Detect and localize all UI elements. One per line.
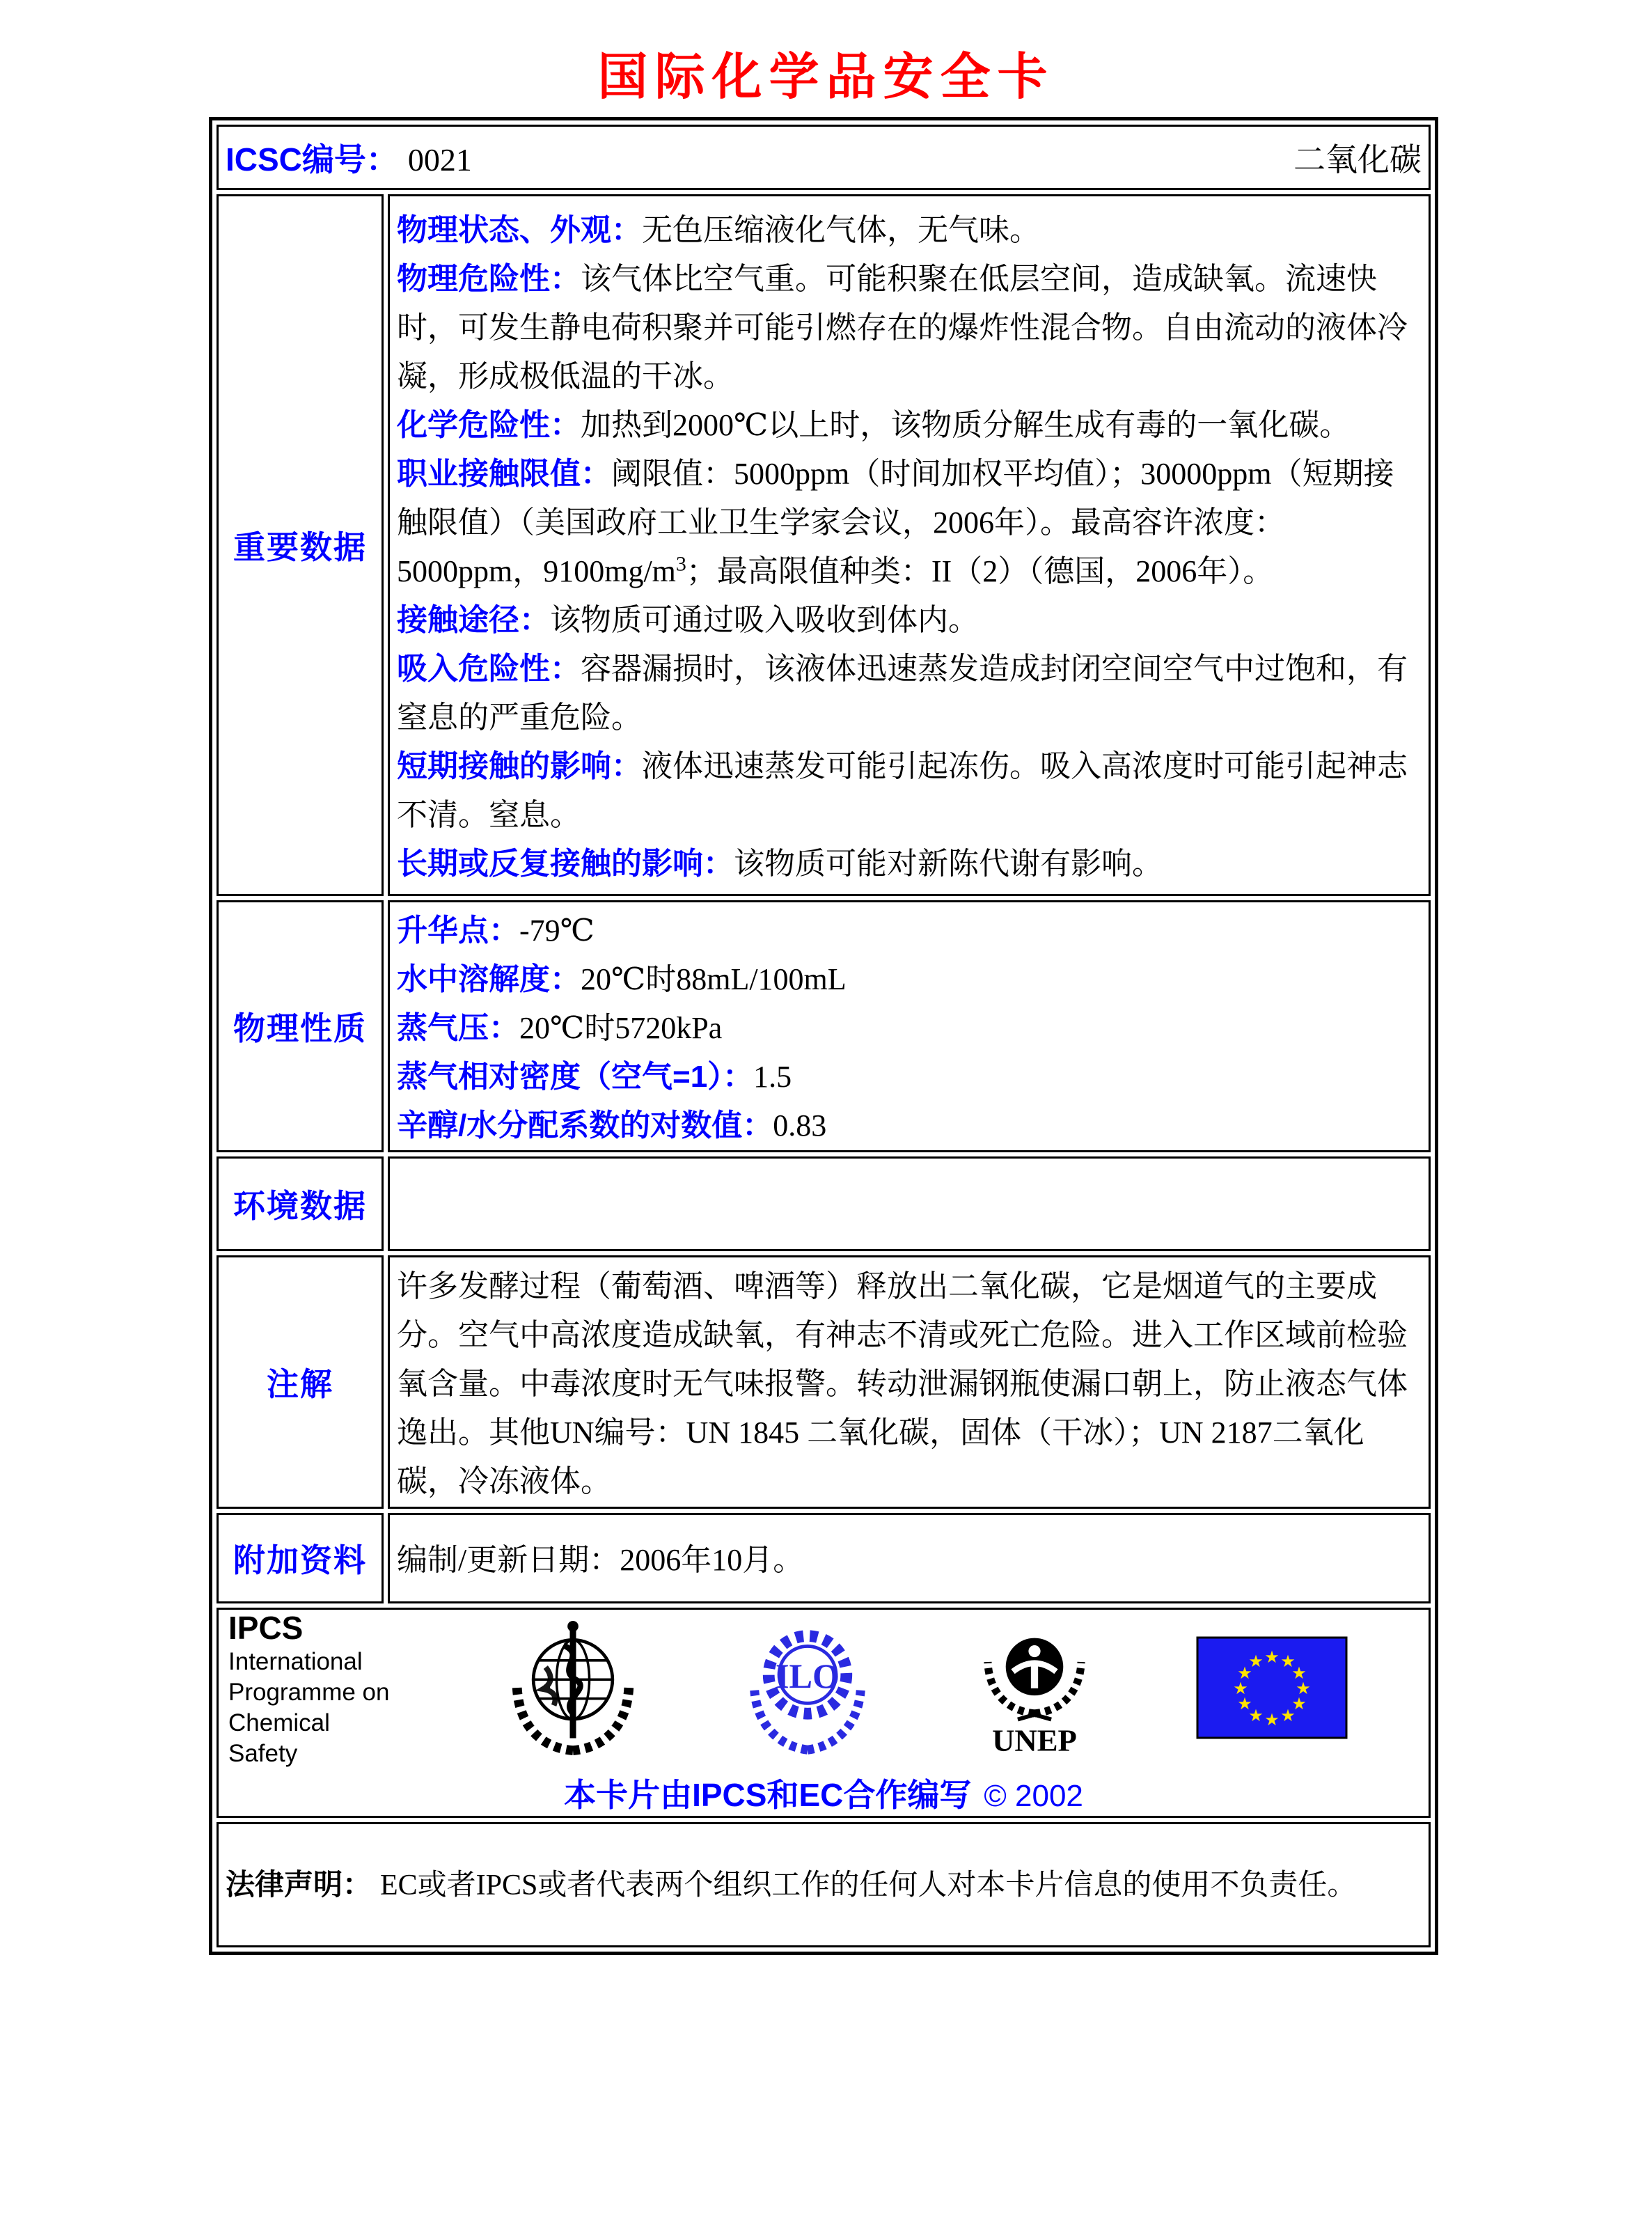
ilo-logo-icon (743, 1619, 872, 1759)
notes-content (388, 1255, 1431, 1509)
important-item-6: 短期接触的影响：液体迅速蒸发可能引起冻伤。吸入高浓度时可能引起神志不清。窒息。 (397, 749, 1408, 832)
eu-flag-icon (1196, 1636, 1348, 1743)
environmental-data-row (217, 1156, 1431, 1251)
svg-text:★: ★ (1248, 1705, 1264, 1725)
caption-year: © 2002 (984, 1779, 1083, 1813)
svg-text:★: ★ (1248, 1651, 1264, 1671)
svg-text:★: ★ (1237, 1693, 1252, 1713)
additional-info-row (217, 1513, 1431, 1603)
additional-info-content (388, 1513, 1431, 1603)
ipcs-line-3: Chemical Safety (228, 1709, 330, 1767)
chemical-name: 二氧化碳 (1293, 142, 1422, 178)
important-item-2: 化学危险性：加热到2000℃以上时，该物质分解生成有毒的一氧化碳。 (397, 408, 1351, 442)
svg-text:★: ★ (1264, 1709, 1280, 1729)
legal-row (217, 1822, 1431, 1947)
ipcs-acronym: IPCS (228, 1610, 304, 1646)
ipcs-text-block (228, 1609, 402, 1769)
physical-properties-row (217, 900, 1431, 1152)
important-data-content (388, 194, 1431, 896)
important-item-1: 物理危险性：该气体比空气重。可能积聚在低层空间，造成缺氧。流速快时，可发生静电荷积聚并可能引燃存在的爆炸性混合物。自由流动的液体冷凝，形成极低温的干冰。 (397, 262, 1408, 393)
physical-properties-content (388, 900, 1431, 1152)
row-label-physical-properties: 物理性质 (217, 900, 384, 1152)
prop-vapor-pressure: 蒸气压：20℃时5720kPa (397, 1011, 723, 1045)
legal-label: 法律声明： (226, 1867, 372, 1901)
logos-row (217, 1608, 1431, 1818)
svg-text:★: ★ (1280, 1651, 1296, 1671)
svg-text:★: ★ (1264, 1647, 1280, 1667)
prop-logp: 辛醇/水分配系数的对数值：0.83 (397, 1108, 827, 1143)
important-item-4: 接触途径：该物质可通过吸入吸收到体内。 (397, 603, 979, 637)
icsc-number-value: 0021 (407, 142, 472, 178)
environmental-data-content (388, 1156, 1431, 1251)
important-item-0: 物理状态、外观：无色压缩液化气体，无气味。 (397, 213, 1040, 247)
svg-text:★: ★ (1233, 1678, 1248, 1698)
cooperation-caption: 本卡片由IPCS和EC合作编写 © 2002 (564, 1777, 1083, 1813)
notes-text: 许多发酵过程（葡萄酒、啤酒等）释放出二氧化碳，它是烟道气的主要成分。空气中高浓度造成缺氧，有神志不清或死亡危险。进入工作区域前检验氧含量。中毒浓度时无气味报警。转动泄漏钢瓶使漏口朝上，防止液态气体逸出。其他UN编号：UN 1845 二氧化碳，固体（干冰）；UN 2187二氧化碳，冷冻液体。 (397, 1269, 1408, 1498)
who-logo-icon (505, 1618, 641, 1761)
additional-info-text: 编制/更新日期：2006年10月。 (397, 1543, 804, 1577)
header-row (217, 125, 1431, 190)
row-label-environmental-data: 环境数据 (217, 1156, 384, 1251)
icsc-number-label: ICSC编号： (226, 141, 398, 178)
svg-text:★: ★ (1237, 1663, 1252, 1683)
ipcs-line-1: International (228, 1648, 363, 1675)
header-cell (217, 125, 1431, 190)
logos-cell (217, 1608, 1431, 1818)
legal-cell (217, 1822, 1431, 1947)
logos-strip (219, 1610, 1429, 1767)
important-item-7: 长期或反复接触的影响：该物质可能对新陈代谢有影响。 (397, 847, 1163, 881)
row-label-notes: 注解 (217, 1255, 384, 1509)
important-item-5: 吸入危险性：容器漏损时，该液体迅速蒸发造成封闭空间空气中过饱和，有窒息的严重危险。 (397, 652, 1408, 735)
icsc-card-table (209, 117, 1438, 1955)
page-title: 国际化学品安全卡 (597, 49, 1055, 105)
row-label-important-data: 重要数据 (217, 194, 384, 896)
svg-text:★: ★ (1296, 1678, 1311, 1698)
unep-logo-icon (975, 1619, 1094, 1760)
important-data-row (217, 194, 1431, 896)
svg-text:UNEP: UNEP (991, 1722, 1077, 1757)
svg-text:ILO: ILO (775, 1656, 840, 1695)
prop-water-solubility: 水中溶解度：20℃时88mL/100mL (397, 962, 847, 996)
prop-sublimation-point: 升华点：-79℃ (397, 913, 595, 948)
ipcs-line-2: Programme on (228, 1679, 390, 1706)
prop-vapor-density: 蒸气相对密度（空气=1）：1.5 (397, 1060, 792, 1094)
legal-notice: 法律声明： EC或者IPCS或者代表两个组织工作的任何人对本卡片信息的使用不负责任。 (226, 1867, 1357, 1901)
svg-text:★: ★ (1291, 1663, 1307, 1683)
row-label-additional-info: 附加资料 (217, 1513, 384, 1603)
icsc-number-group (226, 134, 472, 180)
important-item-3: 职业接触限值：阈限值：5000ppm（时间加权平均值）；30000ppm（短期接触限值）（美国政府工业卫生学家会议，2006年）。最高容许浓度：5000ppm，$9100mg/m^3$；最高限值种类：II（2）（德国，2006年）。 (397, 457, 1394, 588)
svg-text:★: ★ (1280, 1705, 1296, 1725)
svg-text:★: ★ (1291, 1693, 1307, 1713)
notes-row (217, 1255, 1431, 1509)
